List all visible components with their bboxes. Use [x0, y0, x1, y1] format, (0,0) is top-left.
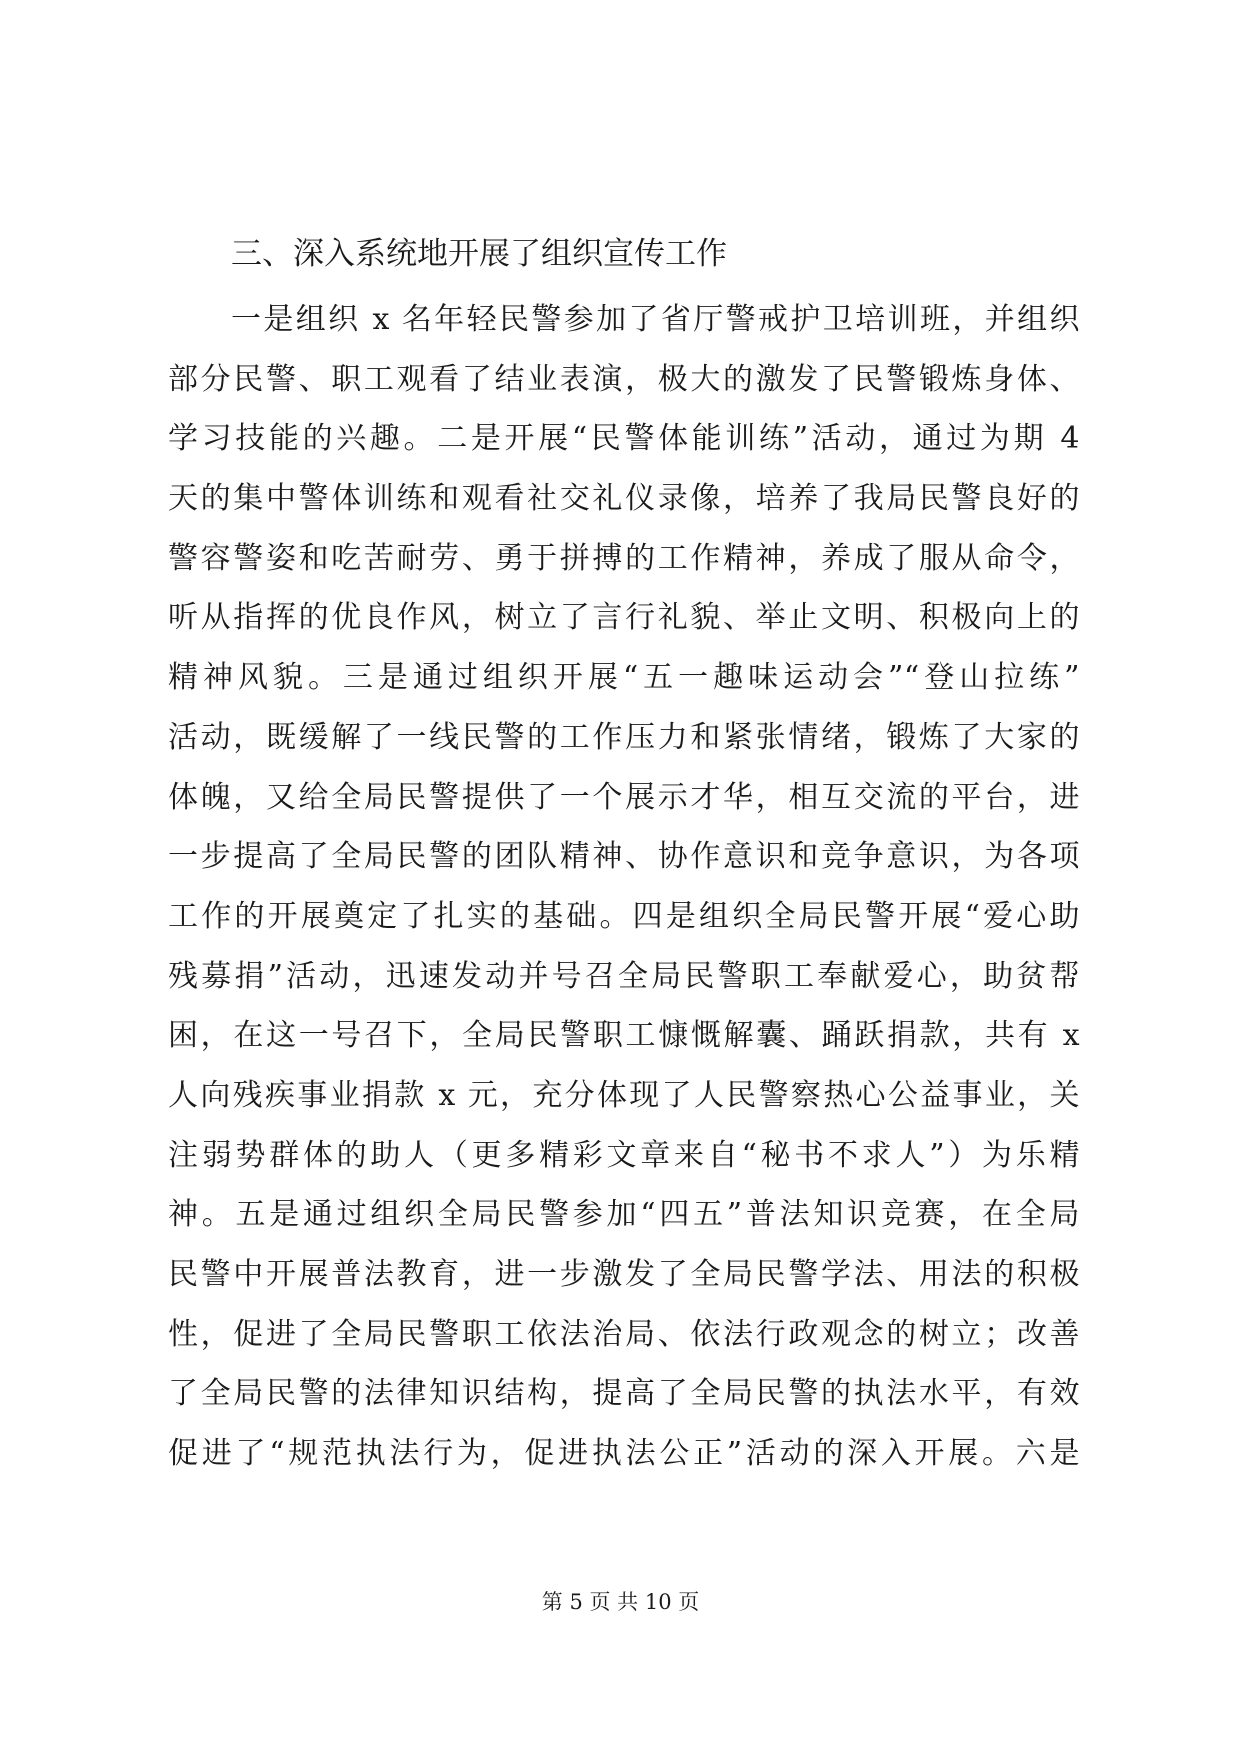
paragraph-line: 性，促进了全局民警职工依法治局、依法行政观念的树立；改善	[168, 1316, 1080, 1352]
paragraph-line: 神。五是通过组织全局民警参加“四五”普法知识竞赛，在全局	[168, 1197, 1080, 1233]
body-paragraph	[168, 290, 1080, 1484]
paragraph-line: 警容警姿和吃苦耐劳、勇于拼搏的工作精神，养成了服从命令，	[168, 540, 1080, 576]
paragraph-line: 民警中开展普法教育，进一步激发了全局民警学法、用法的积极	[168, 1257, 1080, 1292]
paragraph-line: 精神风貌。三是通过组织开展“五一趣味运动会”“登山拉练”	[168, 660, 1080, 696]
paragraph-line: 体魄，又给全局民警提供了一个展示才华，相互交流的平台，进	[168, 779, 1080, 815]
paragraph-line: 天的集中警体训练和观看社交礼仪录像，培养了我局民警良好的	[168, 481, 1080, 517]
paragraph-line: 一是组织 x 名年轻民警参加了省厅警戒护卫培训班，并组织	[231, 302, 1080, 337]
paragraph-line: 人向残疾事业捐款 x 元，充分体现了人民警察热心公益事业，关	[168, 1077, 1080, 1113]
paragraph-line: 注弱势群体的助人（更多精彩文章来自“秘书不求人”）为乐精	[168, 1137, 1080, 1173]
paragraph-line: 活动，既缓解了一线民警的工作压力和紧张情绪，锻炼了大家的	[168, 719, 1080, 755]
page-number-footer: 第 5 页 共 10 页	[541, 1590, 700, 1614]
section-heading: 三、深入系统地开展了组织宣传工作	[231, 236, 727, 272]
paragraph-line: 困，在这一号召下，全局民警职工慷慨解囊、踊跃捐款，共有 x	[168, 1018, 1080, 1054]
paragraph-line: 一步提高了全局民警的团队精神、协作意识和竞争意识，为各项	[168, 839, 1080, 875]
paragraph-line: 听从指挥的优良作风，树立了言行礼貌、举止文明、积极向上的	[168, 600, 1080, 636]
paragraph-line: 了全局民警的法律知识结构，提高了全局民警的执法水平，有效	[168, 1376, 1080, 1412]
paragraph-line: 学习技能的兴趣。二是开展“民警体能训练”活动，通过为期 4	[168, 421, 1080, 457]
paragraph-line: 残募捐”活动，迅速发动并号召全局民警职工奉献爱心，助贫帮	[168, 958, 1080, 994]
paragraph-line: 促进了“规范执法行为，促进执法公正”活动的深入开展。六是	[168, 1436, 1080, 1472]
paragraph-line: 工作的开展奠定了扎实的基础。四是组织全局民警开展“爱心助	[168, 898, 1080, 934]
paragraph-line: 部分民警、职工观看了结业表演，极大的激发了民警锻炼身体、	[168, 361, 1080, 397]
